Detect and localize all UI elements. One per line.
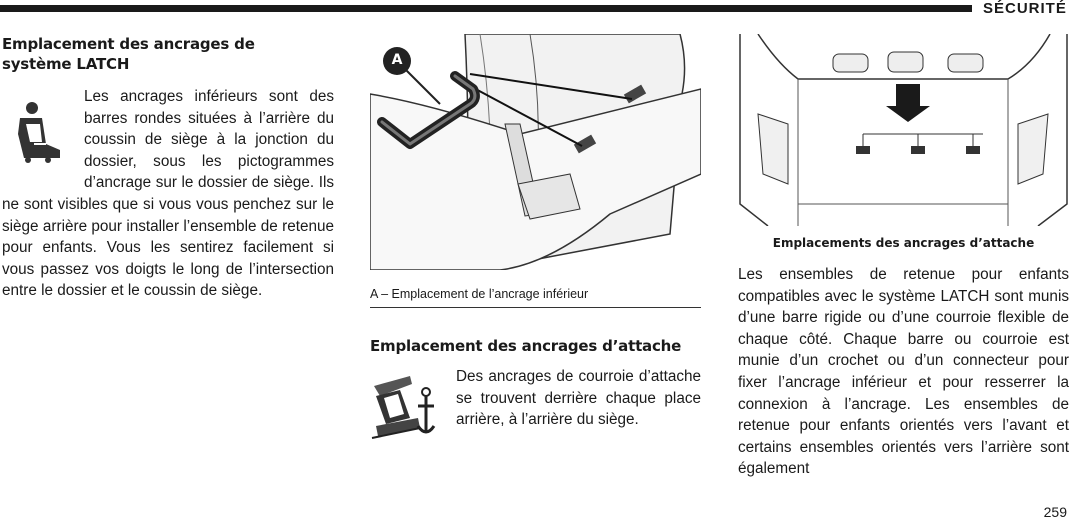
page-number: 259	[1043, 504, 1067, 520]
latch-paragraph: Les ancrages inférieurs sont des barres rondes situées à l’arrière du coussin de siège à la jonction du dossier, sous les pictogrammes d’ancrage sur le dossier de siège. Ils ne sont visibles que si vous vous penchez sur le siège arrière pour installer l’ensemble de retenue pour enfants. Vous les sentirez facilement si vous passez vos doigts le long de l’intersection entre le dossier et le coussin de siège.	[2, 88, 334, 300]
tether-paragraph: Des ancrages de courroie d’attache se trouvent derrière chaque place arrière, à l’arrière du siège.	[456, 368, 701, 429]
figure-letter-a: A	[391, 52, 403, 68]
caption-divider	[370, 307, 701, 308]
child-seat-tether-icon	[370, 366, 450, 456]
section-title: SÉCURITÉ	[983, 0, 1067, 17]
latch-paragraph-block	[2, 86, 334, 302]
header-rule	[0, 5, 972, 12]
tether-locations-diagram	[738, 34, 1069, 226]
anchor-location-diagram	[370, 34, 701, 270]
anchor-figure-caption: A – Emplacement de l’ancrage inférieur	[370, 287, 589, 301]
tether-paragraph-block	[370, 366, 701, 456]
tether-figure-caption: Emplacements des ancrages d’attache	[772, 236, 1035, 250]
tether-heading: Emplacement des ancrages d’attache	[370, 337, 682, 355]
child-seat-latch-icon	[2, 94, 76, 186]
latch-heading	[2, 34, 334, 74]
heading-line-2: système LATCH	[2, 55, 130, 73]
compatibility-paragraph: Les ensembles de retenue pour enfants compatibles avec le système LATCH sont munis d’une barre rigide ou d’une courroie flexible de chaque côté. Chaque barre ou courroie est munie d’un crochet ou d’un connecteur pour fixer l’ancrage inférieur et pour resserrer la connexion à l’ancrage. Les ensembles de retenue pour enfants orientés vers l’avant et certains ensembles orientés vers l’arrière sont également	[738, 266, 1069, 478]
heading-line-1: Emplacement des ancrages de	[2, 35, 255, 53]
